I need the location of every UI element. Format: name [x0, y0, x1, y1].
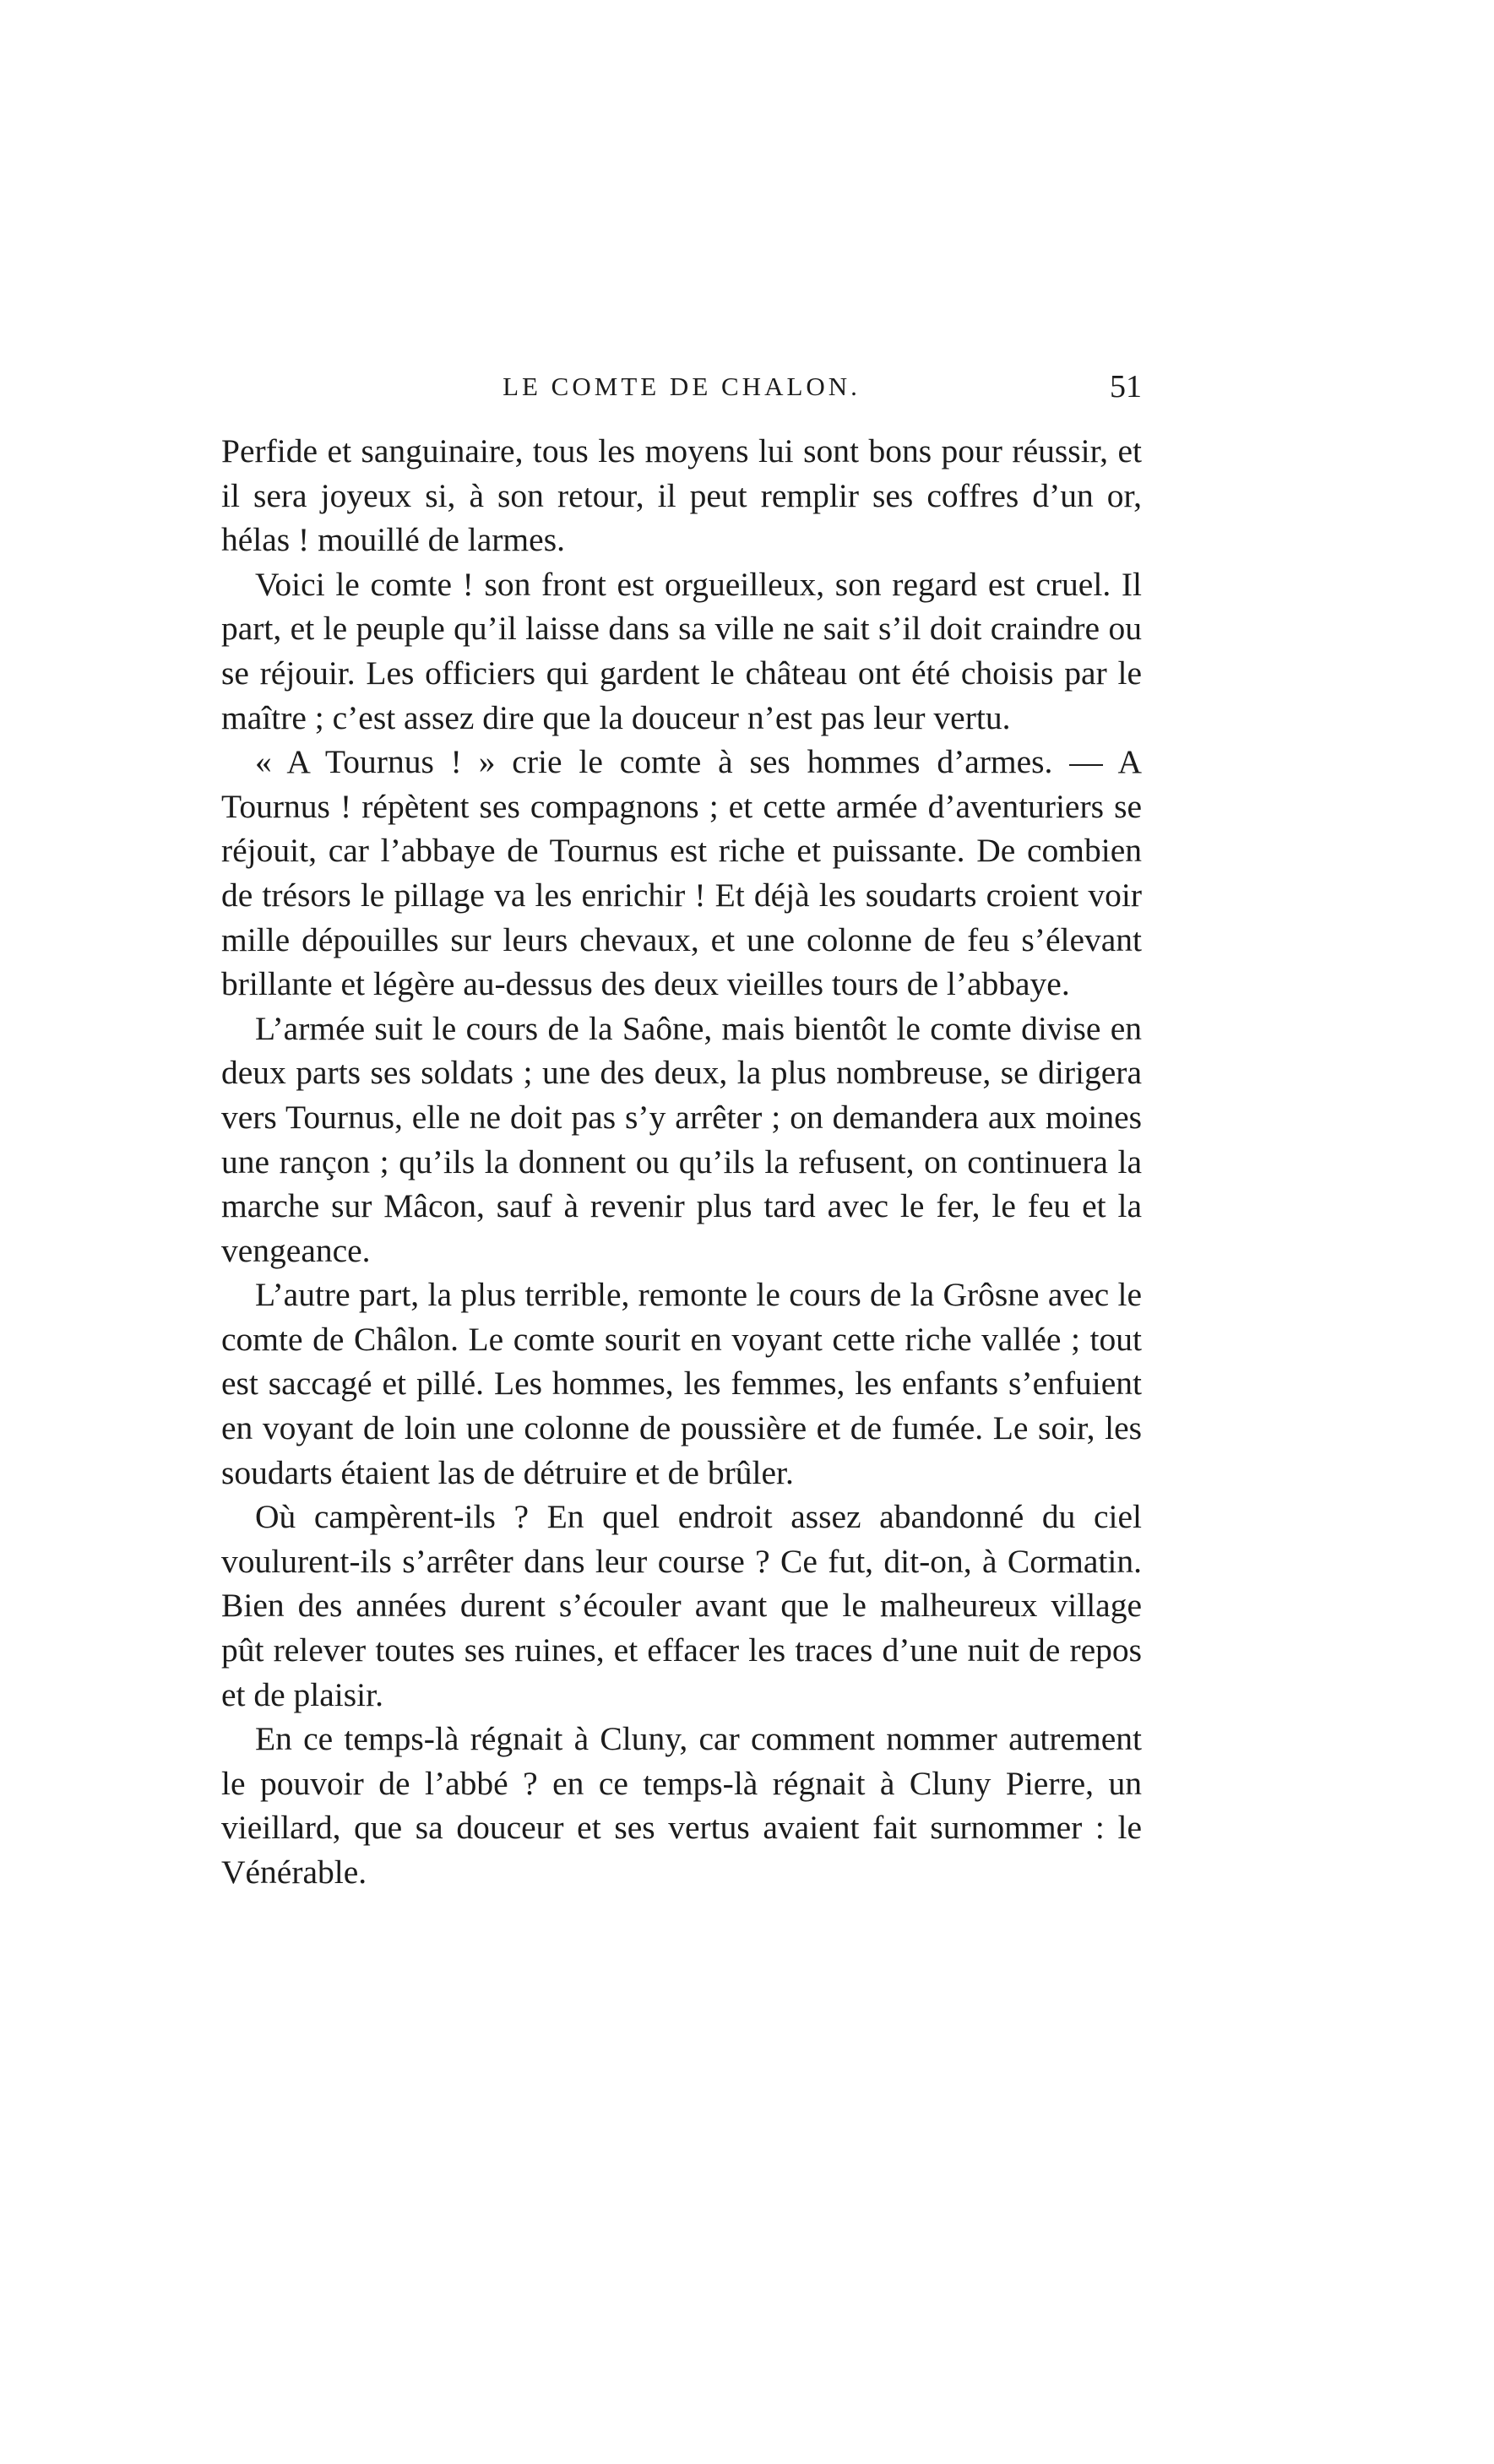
page-number: 51 [1110, 369, 1142, 404]
body-text [221, 429, 1142, 1895]
paragraph-continued: Perfide et sanguinaire, tous les moyens lui sont bons pour réussir, et il sera joyeux si, à son retour, il peut remplir ses coffres d’un or, hélas ! mouillé de larmes. [221, 432, 1142, 559]
paragraph: Voici le comte ! son front est orgueilleux, son regard est cruel. Il part, et le peuple qu’il laisse dans sa ville ne sait s’il doit craindre ou se réjouir. Les officiers qui gardent le château ont été choisis par le maître ; c’est assez dire que la douceur n’est pas leur vertu. [221, 565, 1142, 736]
paragraph: L’armée suit le cours de la Saône, mais bientôt le comte divise en deux parts ses soldats ; une des deux, la plus nombreuse, se dirigera vers Tournus, elle ne doit pas s’y arrêter ; on demandera aux moines une rançon ; qu’ils la donnent ou qu’ils la refusent, on continuera la marche sur Mâcon, sauf à revenir plus tard avec le fer, le feu et la vengeance. [221, 1009, 1142, 1269]
paragraph: En ce temps-là régnait à Cluny, car comment nommer autrement le pouvoir de l’abbé ? en ce temps-là régnait à Cluny Pierre, un vieillard, que sa douceur et ses vertus avaient fait surnommer : le Vénérable. [221, 1720, 1142, 1891]
paragraph: Où campèrent-ils ? En quel endroit assez abandonné du ciel voulurent-ils s’arrêter dans leur course ? Ce fut, dit-on, à Cormatin. Bien des années durent s’écouler avant que le malheureux village pût relever toutes ses ruines, et effacer les traces d’une nuit de repos et de plaisir. [221, 1498, 1142, 1713]
running-title: LE COMTE DE CHALON. [503, 372, 861, 401]
running-head [221, 369, 1142, 422]
paragraph: « A Tournus ! » crie le comte à ses hommes d’armes. — A Tournus ! répètent ses compagnons ; et cette armée d’aventuriers se réjouit, car l’abbaye de Tournus est riche et puissante. De combien de trésors le pillage va les enrichir ! Et déjà les soudarts croient voir mille dépouilles sur leurs chevaux, et une colonne de feu s’élevant brillante et légère au-dessus des deux vieilles tours de l’abbaye. [221, 743, 1142, 1003]
paragraph: L’autre part, la plus terrible, remonte le cours de la Grôsne avec le comte de Châlon. Le comte sourit en voyant cette riche vallée ; tout est saccagé et pillé. Les hommes, les femmes, les enfants s’enfuient en voyant de loin une colonne de poussière et de fumée. Le soir, les soudarts étaient las de détruire et de brûler. [221, 1276, 1142, 1491]
